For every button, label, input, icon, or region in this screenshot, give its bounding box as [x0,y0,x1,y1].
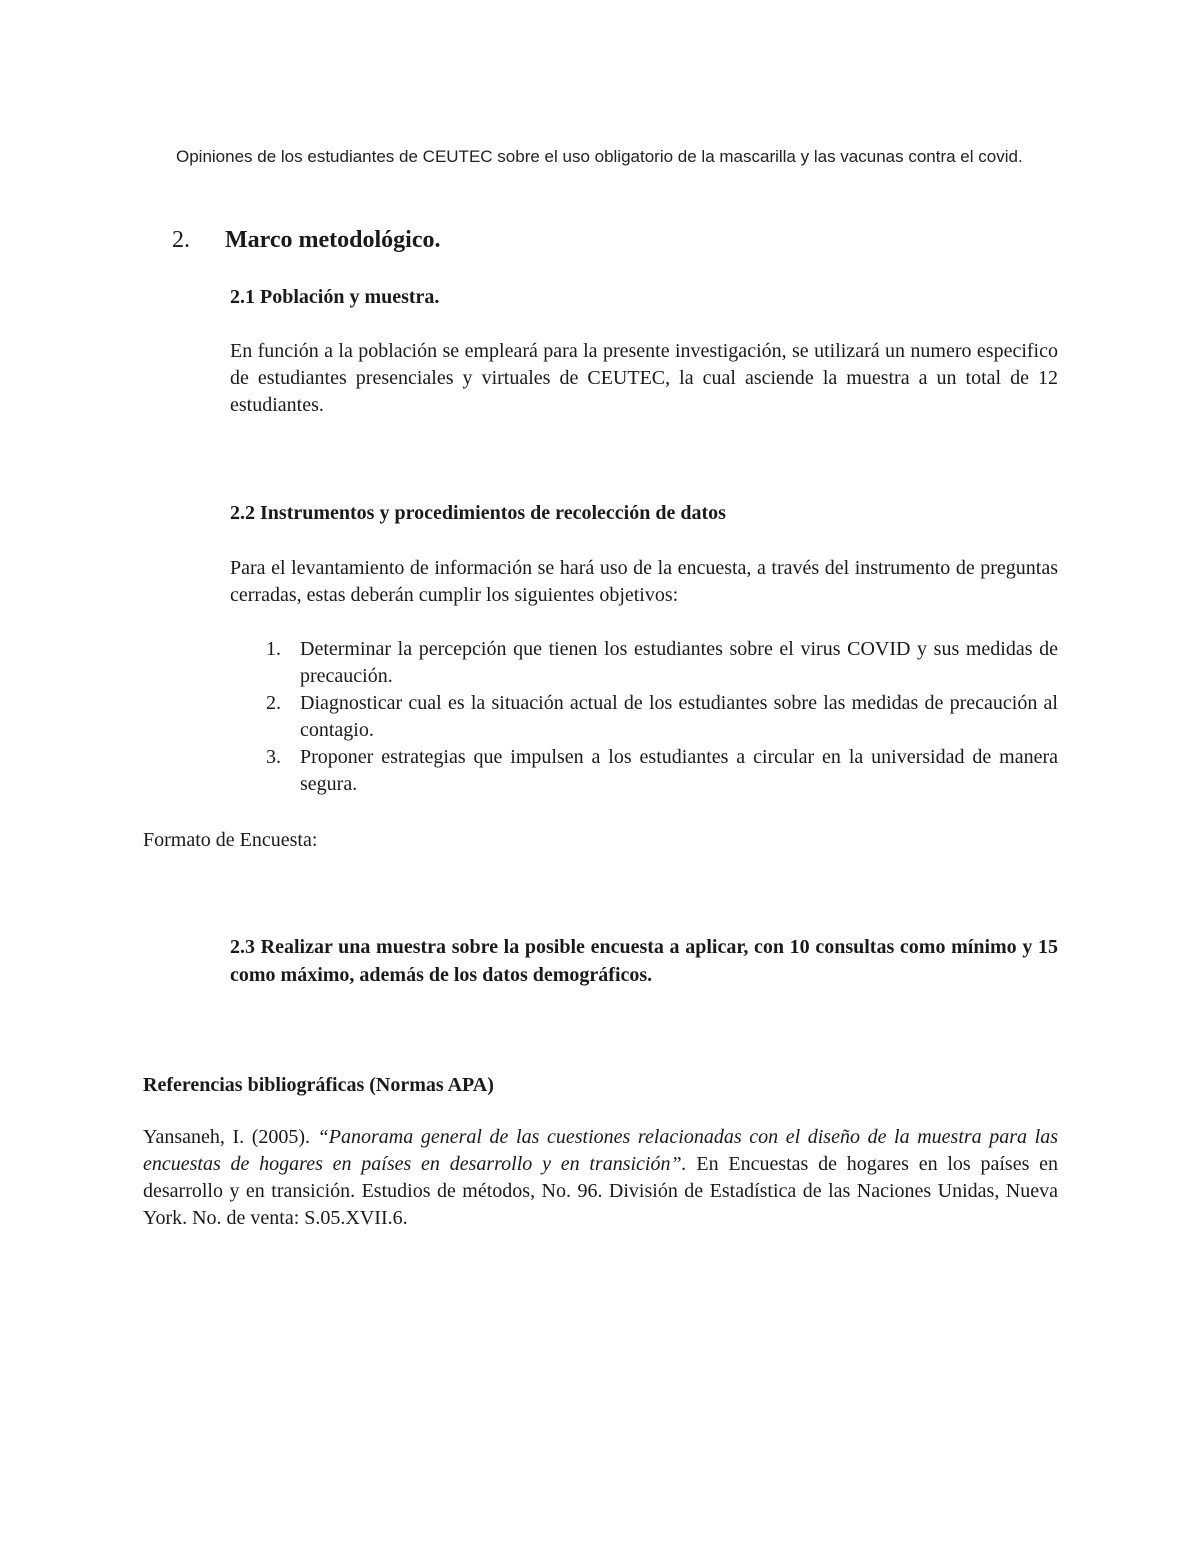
references-heading: Referencias bibliográficas (Normas APA) [143,1074,494,1096]
objectives-list [230,636,1058,798]
list-item [230,636,1058,690]
list-item [230,690,1058,744]
section-number: 2. [172,227,190,253]
reference-work-title: “Panorama general de las cuestiones relacionadas con el diseño de la muestra para las encuestas de hogares en países en desarrollo y en transición”. [143,1126,1058,1175]
reference-details: En Encuestas de hogares en los países en desarrollo y en transición. Estudios de métodos, No. 96. División de Estadística de las Naciones Unidas, Nueva York. No. de venta: S.05.XVII.6. [143,1153,1058,1229]
list-item [230,744,1058,798]
format-label: Formato de Encuesta: [143,829,318,851]
list-item-number: 1. [266,638,281,660]
subsection-heading-muestra: 2.3 Realizar una muestra sobre la posible encuesta a aplicar, con 10 consultas como mínimo y 15 como máximo, además de los datos demográficos. [230,936,1058,986]
subsection-heading-instrumentos: 2.2 Instrumentos y procedimientos de recolección de datos [230,502,726,524]
paragraph-instrumentos: Para el levantamiento de información se hará uso de la encuesta, a través del instrumento de preguntas cerradas, estas deberán cumplir los siguientes objetivos: [230,557,1058,606]
section-heading [172,224,441,256]
paragraph-poblacion: En función a la población se empleará para la presente investigación, se utilizará un numero especifico de estudiantes presenciales y virtuales de CEUTEC, la cual asciende la muestra a un total de 12 estudiantes. [230,340,1058,416]
reference-entry [143,1124,1058,1232]
subsection-heading-poblacion: 2.1 Población y muestra. [230,286,440,308]
list-item-number: 3. [266,746,281,768]
section-title: Marco metodológico. [225,227,441,253]
list-item-text: Determinar la percepción que tienen los estudiantes sobre el virus COVID y sus medidas de precaución. [300,638,1058,687]
list-item-text: Proponer estrategias que impulsen a los estudiantes a circular en la universidad de manera segura. [300,746,1058,795]
list-item-number: 2. [266,692,281,714]
reference-author-year: Yansaneh, I. (2005). [143,1126,318,1148]
list-item-text: Diagnosticar cual es la situación actual de los estudiantes sobre las medidas de precaución al contagio. [300,692,1058,741]
document-title: Opiniones de los estudiantes de CEUTEC sobre el uso obligatorio de la mascarilla y las vacunas contra el covid. [176,147,1023,166]
